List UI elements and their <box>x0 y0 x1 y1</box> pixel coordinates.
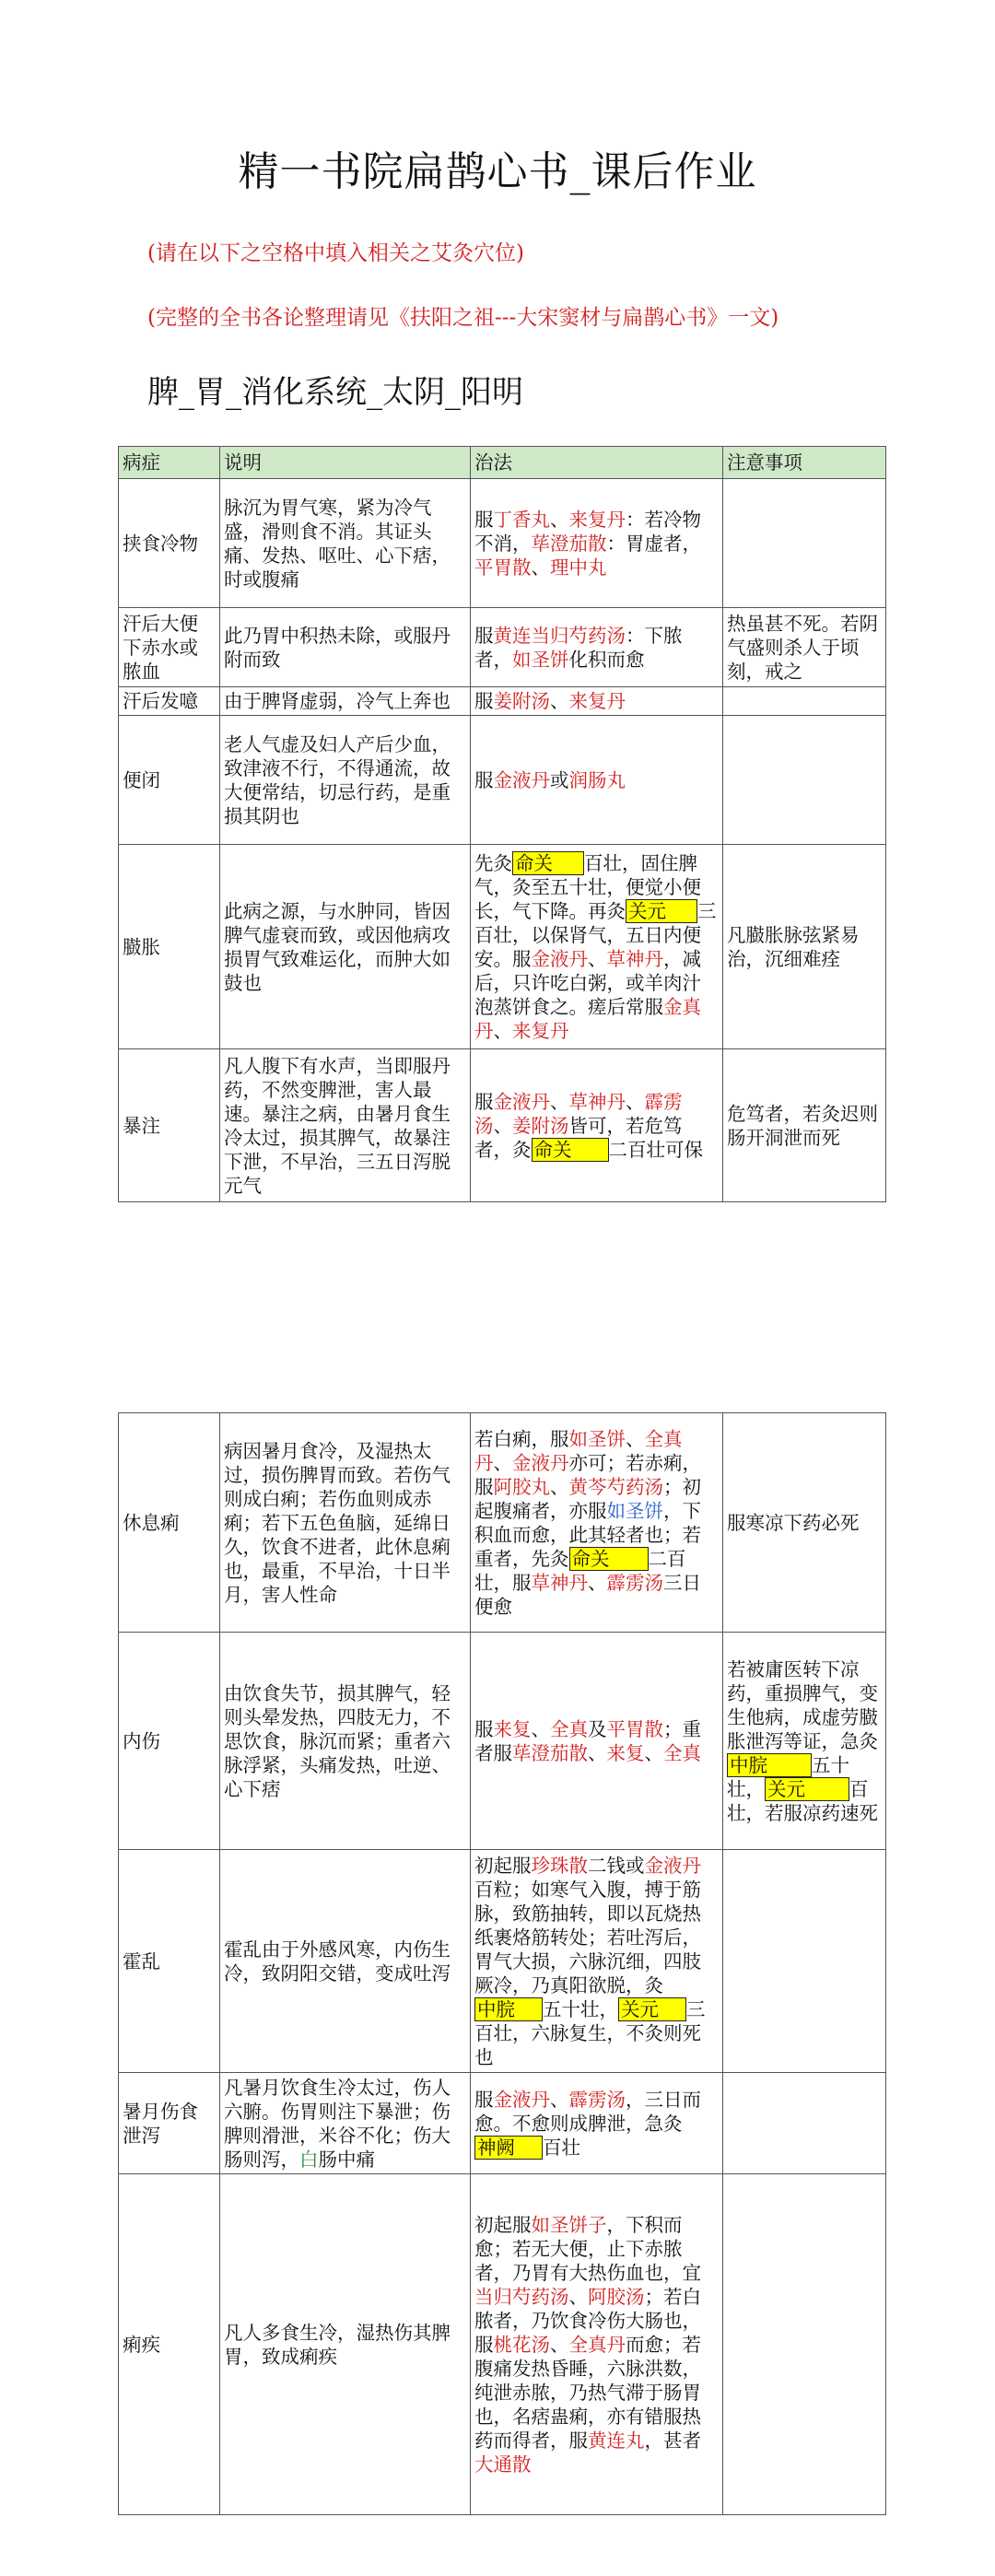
acupoint-answer-box[interactable]: 神阙 <box>474 2136 543 2160</box>
cell-disease: 内伤 <box>119 1633 220 1850</box>
cell-explain: 由于脾肾虚弱，冷气上奔也 <box>220 687 471 716</box>
table-row <box>119 1850 886 2073</box>
cell-disease: 休息痢 <box>119 1413 220 1633</box>
cell-explain: 此乃胃中积热未除，或服丹附而致 <box>220 608 471 687</box>
acupoint-answer-box[interactable]: 命关 <box>569 1547 649 1571</box>
instruction-fill-acupoints: (请在以下之空格中填入相关之艾灸穴位) <box>147 241 524 265</box>
acupoint-answer-box[interactable]: 中脘 <box>727 1753 812 1777</box>
acupoint-answer-box[interactable]: 命关 <box>512 851 584 875</box>
cell-treatment: 服黄连当归芍药汤：下脓者，如圣饼化积而愈 <box>471 608 723 687</box>
cell-notes: 服寒凉下药必死 <box>723 1413 886 1633</box>
cell-notes <box>723 687 886 716</box>
table-row <box>119 687 886 716</box>
cell-disease: 暑月伤食泄泻 <box>119 2073 220 2174</box>
table-header-row <box>119 447 886 479</box>
cell-explain: 凡人多食生冷，湿热伤其脾胃，致成痢疾 <box>220 2174 471 2515</box>
cell-notes: 热虽甚不死。若阴气盛则杀人于顷刻，戒之 <box>723 608 886 687</box>
table-row <box>119 608 886 687</box>
cell-explain: 病因暑月食冷，及湿热太过，损伤脾胃而致。若伤气则成白痢；若伤血则成赤痢；若下五色鱼脑，延绵日久，饮食不进者，此休息痢也，最重，不早治，十日半月，害人性命 <box>220 1413 471 1633</box>
cell-disease: 汗后发噫 <box>119 687 220 716</box>
header-notes: 注意事项 <box>723 447 886 479</box>
table-row <box>119 1049 886 1202</box>
cell-disease: 臌胀 <box>119 845 220 1049</box>
table-row <box>119 2073 886 2174</box>
table-row <box>119 1413 886 1633</box>
cell-notes: 若被庸医转下凉药，重损脾气，变生他病，成虚劳臌胀泄泻等证，急灸中脘 五十壮， 关元 百壮，若服凉药速死 <box>723 1633 886 1850</box>
cell-disease: 便闭 <box>119 716 220 845</box>
cell-treatment: 服丁香丸、来复丹：若冷物不消，荜澄茄散：胃虚者，平胃散、理中丸 <box>471 479 723 608</box>
cell-notes <box>723 716 886 845</box>
cell-treatment: 服来复、全真及平胃散；重者服荜澄茄散、来复、全真 <box>471 1633 723 1850</box>
acupoint-answer-box[interactable]: 中脘 <box>474 1997 543 2021</box>
header-disease: 病症 <box>119 447 220 479</box>
cell-treatment: 若白痢，服如圣饼、全真丹、金液丹亦可；若赤痢，服阿胶丸、黄芩芍药汤；初起腹痛者，亦服如圣饼，下积血而愈，此其轻者也；若重者，先灸 命关 二百壮，服草神丹、霹雳汤三日便愈 <box>471 1413 723 1633</box>
cell-notes: 凡臌胀脉弦紧易治，沉细难痊 <box>723 845 886 1049</box>
acupoint-answer-box[interactable]: 关元 <box>618 1997 686 2021</box>
cell-notes <box>723 1850 886 2073</box>
header-treatment: 治法 <box>471 447 723 479</box>
cell-disease: 霍乱 <box>119 1850 220 2073</box>
cell-explain: 此病之源，与水肿同，皆因脾气虚衰而致，或因他病攻损胃气致难运化，而肿大如鼓也 <box>220 845 471 1049</box>
cell-notes <box>723 2174 886 2515</box>
cell-treatment: 先灸 命关 百壮，固住脾气，灸至五十壮，便觉小便长，气下降。再灸 关元 三百壮，以保肾气，五日内便安。服金液丹、草神丹，减后，只许吃白粥，或羊肉汁泡蒸饼食之。瘥后常服金真丹、来复丹 <box>471 845 723 1049</box>
acupoint-answer-box[interactable]: 命关 <box>532 1138 609 1162</box>
cell-disease: 痢疾 <box>119 2174 220 2515</box>
cell-disease: 暴注 <box>119 1049 220 1202</box>
cell-treatment: 服金液丹或润肠丸 <box>471 716 723 845</box>
acupoint-answer-box[interactable]: 关元 <box>765 1777 849 1801</box>
instruction-reference: (完整的全书各论整理请见《扶阳之祖---大宋窦材与扁鹊心书》一文) <box>147 306 779 330</box>
cell-treatment: 服金液丹、霹雳汤，三日而愈。不愈则成脾泄，急灸神阙 百壮 <box>471 2073 723 2174</box>
cell-explain: 脉沉为胃气寒，紧为冷气盛，滑则食不消。其证头痛、发热、呕吐、心下痞，时或腹痛 <box>220 479 471 608</box>
cell-explain: 老人气虚及妇人产后少血，致津液不行，不得通流，故大便常结，切忌行药，是重损其阴也 <box>220 716 471 845</box>
cell-explain: 由饮食失节，损其脾气，轻则头晕发热，四肢无力，不思饮食，脉沉而紧；重者六脉浮紧，头痛发热，吐逆、心下痞 <box>220 1633 471 1850</box>
header-explain: 说明 <box>220 447 471 479</box>
page-title: 精一书院扁鹊心书_课后作业 <box>238 148 757 195</box>
cell-treatment: 初起服珍珠散二钱或金液丹百粒；如寒气入腹，搏于筋脉，致筋抽转，即以瓦烧热纸裹烙筋转处；若吐泻后，胃气大损，六脉沉细，四肢厥冷，乃真阳欲脱，灸中脘 五十壮， 关元 三百壮，六脉复生，不灸则死也 <box>471 1850 723 2073</box>
section-title: 脾_胃_消化系统_太阴_阳明 <box>147 374 523 411</box>
table-row <box>119 716 886 845</box>
cell-notes <box>723 479 886 608</box>
table-row <box>119 2174 886 2515</box>
acupoint-answer-box[interactable]: 关元 <box>626 899 697 923</box>
table-row <box>119 1633 886 1850</box>
table-row <box>119 845 886 1049</box>
cell-explain: 凡暑月饮食生冷太过，伤人六腑。伤胃则注下暴泄；伤脾则滑泄，米谷不化；伤大肠则泻，白肠中痛 <box>220 2073 471 2174</box>
cell-explain: 霍乱由于外感风寒，内伤生冷，致阴阳交错，变成吐泻 <box>220 1850 471 2073</box>
cell-disease: 挟食冷物 <box>119 479 220 608</box>
treatment-table-part-2 <box>118 1412 886 2515</box>
cell-notes: 危笃者，若灸迟则肠开洞泄而死 <box>723 1049 886 1202</box>
cell-treatment: 初起服如圣饼子，下积而愈；若无大便，止下赤脓者，乃胃有大热伤血也，宜当归芍药汤、阿胶汤；若白脓者，乃饮食冷伤大肠也，服桃花汤、全真丹而愈；若腹痛发热昏睡，六脉洪数，纯泄赤脓，乃热气滞于肠胃也，名痞蛊痢，亦有错服热药而得者，服黄连丸，甚者大通散 <box>471 2174 723 2515</box>
cell-disease: 汗后大便下赤水或脓血 <box>119 608 220 687</box>
cell-treatment: 服金液丹、草神丹、霹雳汤、姜附汤皆可，若危笃者，灸 命关 二百壮可保 <box>471 1049 723 1202</box>
table-row <box>119 479 886 608</box>
cell-notes <box>723 2073 886 2174</box>
treatment-table-part-1 <box>118 446 886 1202</box>
cell-treatment: 服姜附汤、来复丹 <box>471 687 723 716</box>
cell-explain: 凡人腹下有水声，当即服丹药，不然变脾泄，害人最速。暴注之病，由暑月食生冷太过，损其脾气，故暴注下泄，不早治，三五日泻脱元气 <box>220 1049 471 1202</box>
